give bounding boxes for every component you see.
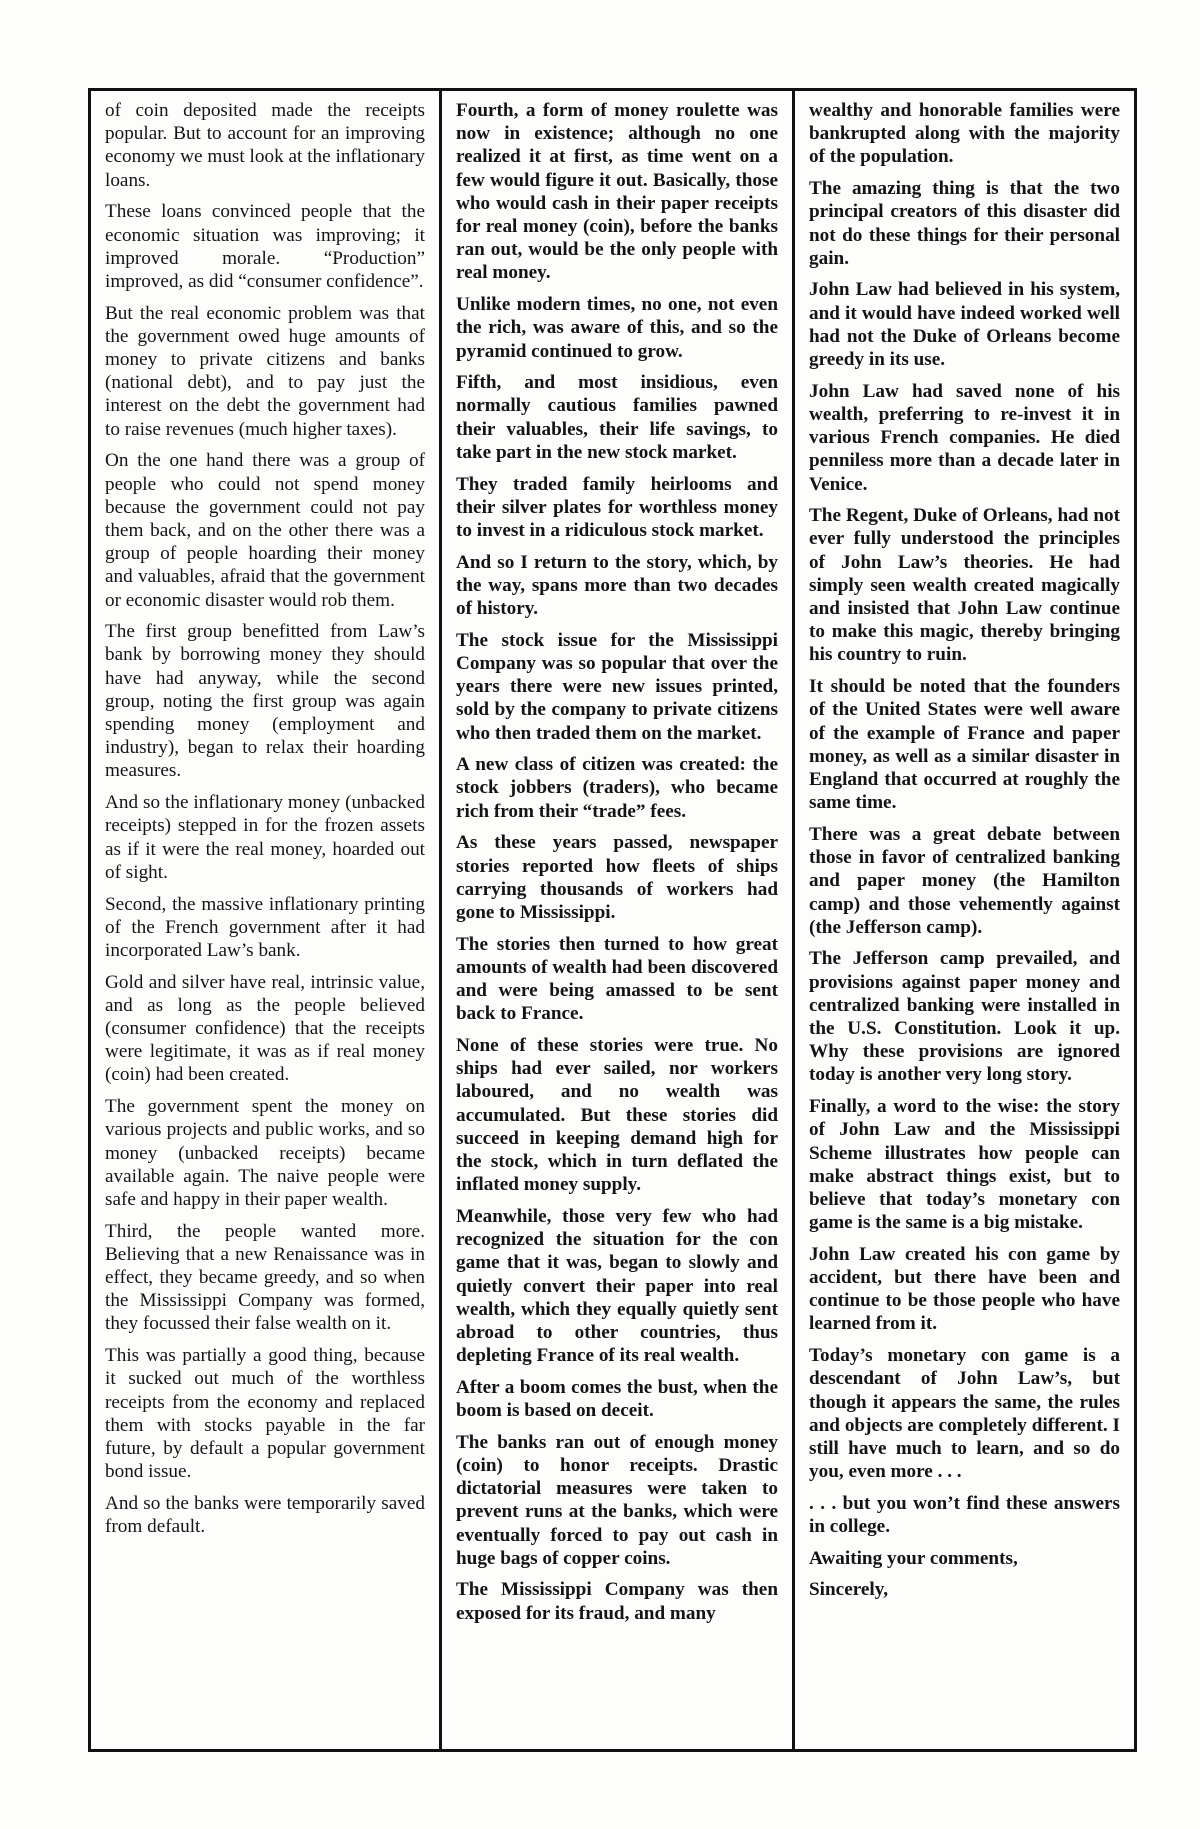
paragraph: Second, the massive inflationary printing of the French government after it had incorporated Law’s bank. [105,893,425,961]
paragraph: Unlike modern times, no one, not even the rich, was aware of this, and so the pyramid continued to grow. [456,294,778,362]
column-2 [439,91,792,1749]
signoff: Sincerely, [809,1579,889,1601]
closing-line: Awaiting your comments, [809,1547,1018,1569]
paragraph: John Law created his con game by accident, but there have been and continue to be those people who have learned from it. [809,1243,1120,1335]
paragraph: Third, the people wanted more. Believing that a new Renaissance was in effect, they became greedy, and so when the Mississippi Company was formed, they focussed their false wealth on it. [105,1220,425,1335]
paragraph: The Regent, Duke of Orleans, had not ever fully understood the principles of John Law’s theories. He had simply seen wealth created magically and insisted that John Law continue to make this magic, thereby bringing his country to ruin. [809,505,1120,666]
paragraph: On the one hand there was a group of people who could not spend money because the government could not pay them back, and on the other there was a group of people hoarding their money and valuables, afraid that the government or economic disaster would rob them. [105,450,425,611]
paragraph: John Law had saved none of his wealth, preferring to re-invest it in various French companies. He died penniless more than a decade later in Venice. [809,380,1120,495]
paragraph: These loans convinced people that the economic situation was improving; it improved morale. “Production” improved, as did “consumer confidence”. [105,201,425,292]
paragraph: Gold and silver have real, intrinsic value, and as long as the people believed (consumer confidence) that the receipts were legitimate, it was as if real money (coin) had been created. [105,971,425,1086]
paragraph: And so the inflationary money (unbacked receipts) stepped in for the frozen assets as if it were the real money, hoarded out of sight. [105,792,425,883]
paragraph: Fifth, and most insidious, even normally cautious families pawned their valuables, their life savings, to take part in the new stock market. [456,372,778,463]
paragraph: The government spent the money on various projects and public works, and so money (unbacked receipts) became available again. The naive people were safe and happy in their paper wealth. [105,1096,425,1210]
paragraph: wealthy and honorable families were bankrupted along with the majority of the population. [809,100,1120,168]
paragraph: None of these stories were true. No ships had ever sailed, nor workers laboured, and no wealth was accumulated. But these stories did succeed in keeping demand high for the stock, which in turn deflated the inflated money supply. [456,1035,778,1196]
paragraph: The stock issue for the Mississippi Company was so popular that over the years there were new issues printed, sold by the company to private citizens who then traded them on the market. [456,629,778,744]
paragraph: There was a great debate between those in favor of centralized banking and paper money (the Hamilton camp) and those vehemently against (the Jefferson camp). [809,823,1120,938]
paragraph: John Law had believed in his system, and it would have indeed worked well had not the Duke of Orleans become greedy in its use. [809,279,1120,371]
paragraph: And so the banks were temporarily saved from default. [105,1492,425,1538]
paragraph: It should be noted that the founders of the United States were well aware of the example of France and paper money, as well as a similar disaster in England that occurred at roughly the same time. [809,676,1120,814]
paragraph: But the real economic problem was that the government owed huge amounts of money to private citizens and banks (national debt), and to pay just the interest on the debt the government had to raise revenues (much higher taxes). [105,302,425,440]
paragraph: . . . but you won’t find these answers in college. [809,1492,1120,1538]
paragraph: The Jefferson camp prevailed, and provisions against paper money and centralized banking were installed in the U.S. Constitution. Look it up. Why these provisions are ignored today is another very long story. [809,948,1120,1086]
column-1 [91,91,439,1749]
paragraph: The stories then turned to how great amounts of wealth had been discovered and were being amassed to be sent back to France. [456,933,778,1025]
paragraph: The Mississippi Company was then exposed for its fraud, and many [456,1579,778,1624]
paragraph: Meanwhile, those very few who had recognized the situation for the con game that it was, began to slowly and quietly convert their paper into real wealth, which they equally quietly sent abroad to other countries, thus depleting France of its real wealth. [456,1205,778,1367]
column-3 [792,91,1134,1749]
article-frame [88,88,1137,1752]
paragraph: And so I return to the story, which, by the way, spans more than two decades of history. [456,551,778,620]
paragraph: A new class of citizen was created: the stock jobbers (traders), who became rich from their “trade” fees. [456,754,778,822]
paragraph: Finally, a word to the wise: the story of John Law and the Mississippi Scheme illustrates how people can make abstract things exist, but to believe that today’s monetary con game is the same is a big mistake. [809,1096,1120,1234]
paragraph: They traded family heirlooms and their silver plates for worthless money to invest in a ridiculous stock market. [456,473,778,541]
paragraph: The banks ran out of enough money (coin) to honor receipts. Drastic dictatorial measures were taken to prevent runs at the banks, which were eventually forced to pay out cash in huge bags of copper coins. [456,1431,778,1569]
paragraph: of coin deposited made the receipts popular. But to account for an improving economy we must look at the inflationary loans. [105,100,425,191]
paragraph: As these years passed, newspaper stories reported how fleets of ships carrying thousands of workers had gone to Mississippi. [456,832,778,923]
paragraph: Fourth, a form of money roulette was now in existence; although no one realized it at first, as time went on a few would figure it out. Basically, those who would cash in their paper receipts for real money (coin), before the banks ran out, would be the only people with real money. [456,100,778,284]
paragraph: The amazing thing is that the two principal creators of this disaster did not do these things for their personal gain. [809,178,1120,269]
paragraph: Today’s monetary con game is a descendant of John Law’s, but though it appears the same, the rules and objects are completely different. I still have much to learn, and so do you, even more . . . [809,1345,1120,1483]
paragraph: This was partially a good thing, because it sucked out much of the worthless receipts from the economy and replaced them with stocks payable in the far future, by default a popular government bond issue. [105,1345,425,1483]
paragraph: The first group benefitted from Law’s bank by borrowing money they should have had anyway, while the second group, noting the first group was again spending money (employment and industry), began to relax their hoarding measures. [105,621,425,782]
paragraph: After a boom comes the bust, when the boom is based on deceit. [456,1376,778,1422]
